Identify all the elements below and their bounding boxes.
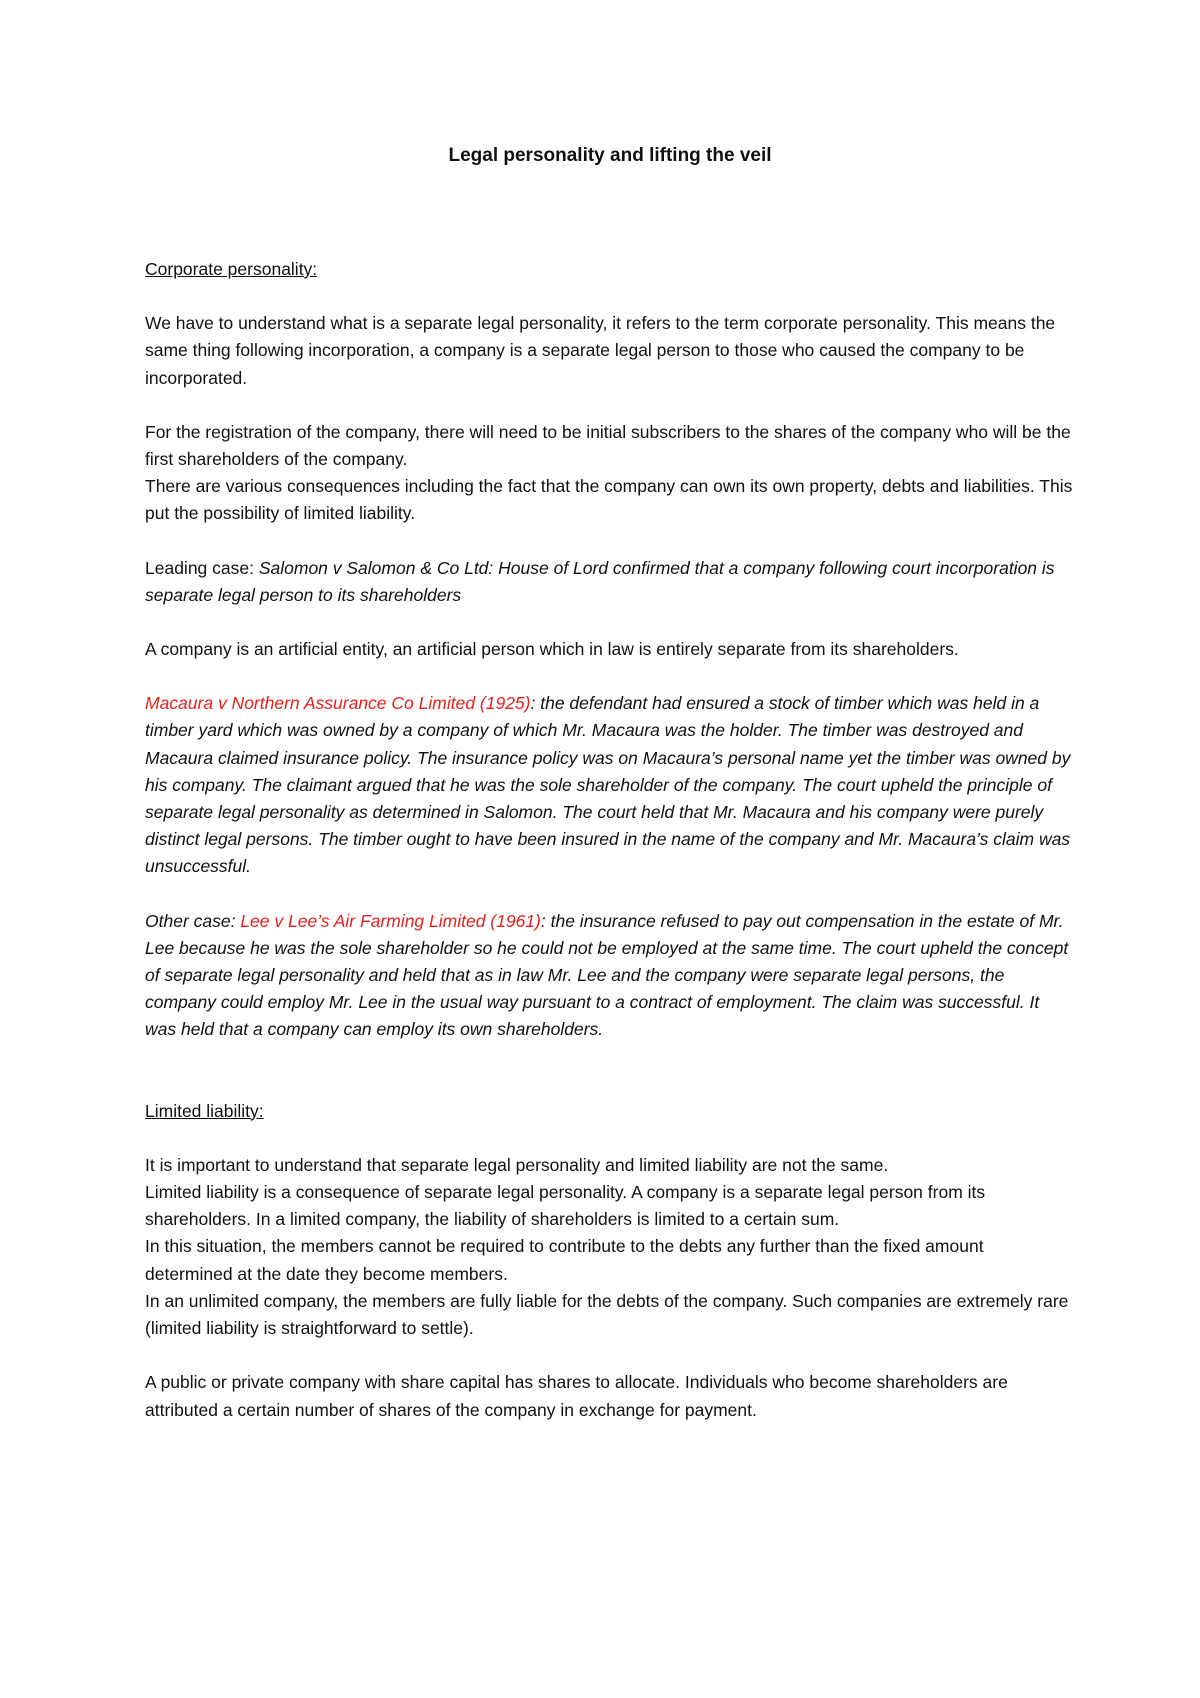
paragraph-registration: For the registration of the company, there will need to be initial subscribers to the shares of the company who will be the first shareholders of the company.: [145, 421, 1071, 470]
section-heading-limited-liability: Limited liability:: [145, 1100, 264, 1121]
case-text-macaura: : the defendant had ensured a stock of timber which was held in a timber yard which was owned by a company of which Mr. Macaura was the holder. The timber was destroyed and Macaura claimed insurance policy. The insurance policy was on Macaura’s personal name yet the timber was owned by his company. The claimant argued that he was the sole shareholder of the company. The court upheld the principle of separate legal personality as determined in Salomon. The court held that Mr. Macaura and his company were purely distinct legal persons. The timber ought to have been insured in the name of the company and Mr. Macaura’s claim was unsuccessful.: [145, 693, 1071, 877]
paragraph-artificial-entity: A company is an artificial entity, an artificial person which in law is entirely separate from its shareholders.: [145, 639, 959, 660]
paragraph-separate-legal-personality: We have to understand what is a separate legal personality, it refers to the term corporate personality. This means the same thing following incorporation, a company is a separate legal person to those who caused the company to be incorporated.: [145, 313, 1056, 388]
paragraph-unlimited-company: In an unlimited company, the members are fully liable for the debts of the company. Such companies are extremely rare (limited liability is straightforward to settle).: [145, 1290, 1069, 1339]
paragraph-consequences: There are various consequences including the fact that the company can own its own property, debts and liabilities. This put the possibility of limited liability.: [145, 476, 1073, 524]
paragraph-share-capital: A public or private company with share capital has shares to allocate. Individuals who become shareholders are attributed a certain number of shares of the company in exchange for payment.: [145, 1372, 1008, 1420]
paragraph-not-the-same: It is important to understand that separate legal personality and limited liability are not the same.: [145, 1154, 889, 1175]
other-case-label: Other case:: [145, 910, 241, 931]
case-name-lee: Lee v Lee’s Air Farming Limited (1961): [240, 910, 541, 931]
document-body: [145, 142, 1075, 1451]
paragraph-members-contribution: In this situation, the members cannot be required to contribute to the debts any further than the fixed amount determined at the date they become members.: [145, 1236, 984, 1284]
leading-case-label: Leading case:: [145, 557, 259, 578]
document-title: Legal personality and lifting the veil: [448, 145, 772, 166]
case-name-macaura: Macaura v Northern Assurance Co Limited (1925): [145, 693, 531, 714]
paragraph-consequence-of-personality: Limited liability is a consequence of separate legal personality. A company is a separate legal person from its shareholders. In a limited company, the liability of shareholders is limited to a certain sum.: [145, 1182, 986, 1230]
case-text-lee: : the insurance refused to pay out compensation in the estate of Mr. Lee because he was the sole shareholder so he could not be employed at the same time. The court upheld the concept of separate legal personality and held that as in law Mr. Lee and the company were separate legal persons, the company could employ Mr. Lee in the usual way pursuant to a contract of employment. The claim was successful. It was held that a company can employ its own shareholders.: [145, 910, 1069, 1040]
paragraph-macaura-case: [145, 690, 1075, 880]
leading-case-text: Salomon v Salomon & Co Ltd: House of Lord confirmed that a company following court incorporation is separate legal person to its shareholders: [145, 557, 1055, 605]
paragraph-lee-case: [145, 908, 1075, 1044]
section-heading-corporate-personality: Corporate personality:: [145, 259, 318, 279]
paragraph-leading-case: [145, 555, 1075, 609]
